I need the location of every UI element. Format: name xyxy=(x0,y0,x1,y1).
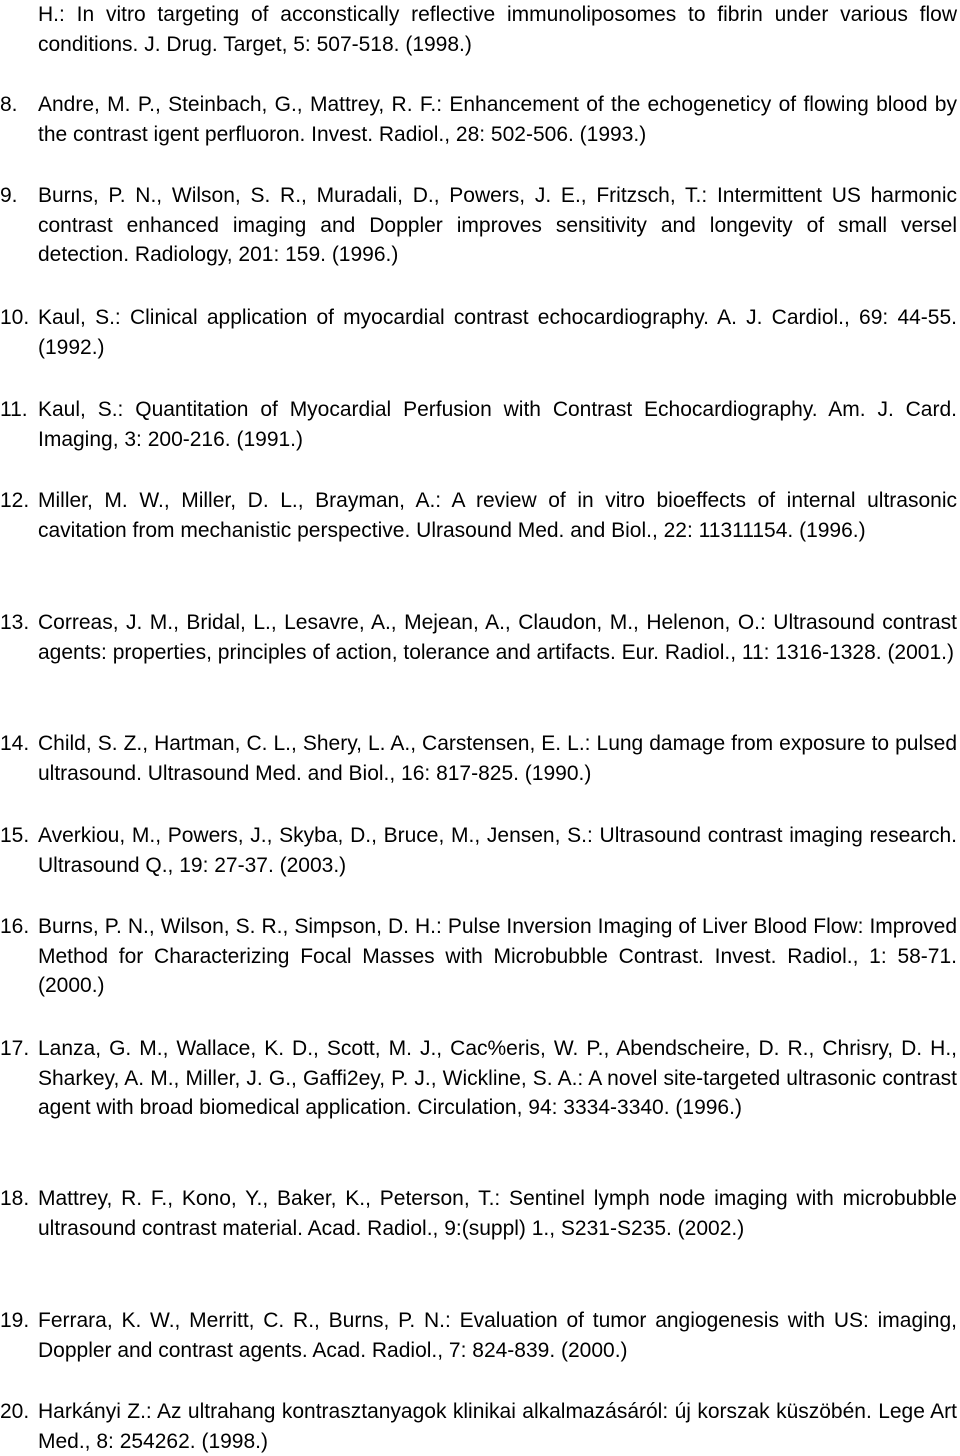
reference-number: 19. xyxy=(0,1309,30,1332)
reference-text: Ferrara, K. W., Merritt, C. R., Burns, P. N.: Evaluation of tumor angiogenesis with US: imaging, Doppler and contrast agents. Acad. Radiol., 7: 824-839. (2000.) xyxy=(38,1309,957,1362)
reference-item xyxy=(0,729,957,788)
reference-number: 14. xyxy=(0,732,30,755)
reference-item xyxy=(0,486,957,545)
reference-text: Burns, P. N., Wilson, S. R., Simpson, D. H.: Pulse Inversion Imaging of Liver Blood Flow: Improved Method for Characterizing Focal Masses with Microbubble Contrast. Invest. Radiol., 1: 58-71. (2000.) xyxy=(38,915,957,998)
reference-item xyxy=(0,181,957,270)
reference-number: 16. xyxy=(0,915,30,938)
reference-text: Correas, J. M., Bridal, L., Lesavre, A., Mejean, A., Claudon, M., Helenon, O.: Ultrasound contrast agents: properties, principles of action, tolerance and artifacts. Eur. Radiol., 11: 1316-1328. (2001.) xyxy=(38,611,957,664)
reference-item xyxy=(0,1397,957,1456)
reference-text: Lanza, G. M., Wallace, K. D., Scott, M. J., Cac%eris, W. P., Abendscheire, D. R., Chrisry, D. H., Sharkey, A. M., Miller, J. G., Gaffi2ey, P. J., Wickline, S. A.: A novel site-targeted ultrasonic contrast agent with broad biomedical application. Circulation, 94: 3334-3340. (1996.) xyxy=(38,1037,957,1120)
reference-text: Kaul, S.: Quantitation of Myocardial Perfusion with Contrast Echocardiography. Am. J. Card. Imaging, 3: 200-216. (1991.) xyxy=(38,398,957,451)
reference-item xyxy=(0,912,957,1001)
reference-number: 8. xyxy=(0,93,18,116)
reference-number: 11. xyxy=(0,398,28,421)
reference-number: 17. xyxy=(0,1037,30,1060)
reference-number: 12. xyxy=(0,489,30,512)
reference-text: Burns, P. N., Wilson, S. R., Muradali, D., Powers, J. E., Fritzsch, T.: Intermittent US harmonic contrast enhanced imaging and Doppler improves sensitivity and longevity of small versel detection. Radiology, 201: 159. (1996.) xyxy=(38,184,957,267)
reference-item xyxy=(38,0,957,59)
reference-text: Mattrey, R. F., Kono, Y., Baker, K., Peterson, T.: Sentinel lymph node imaging with microbubble ultrasound contrast material. Acad. Radiol., 9:(suppl) 1., S231-S235. (2002.) xyxy=(38,1187,957,1240)
reference-text: H.: In vitro targeting of acconstically reflective immunoliposomes to fibrin under various flow conditions. J. Drug. Target, 5: 507-518. (1998.) xyxy=(38,3,957,56)
reference-item xyxy=(0,608,957,667)
reference-number: 13. xyxy=(0,611,30,634)
reference-text: Child, S. Z., Hartman, C. L., Shery, L. A., Carstensen, E. L.: Lung damage from exposure to pulsed ultrasound. Ultrasound Med. and Biol., 16: 817-825. (1990.) xyxy=(38,732,957,785)
reference-number: 9. xyxy=(0,184,18,207)
reference-number: 18. xyxy=(0,1187,30,1210)
reference-item xyxy=(0,1306,957,1365)
reference-number: 15. xyxy=(0,824,30,847)
reference-item xyxy=(0,1034,957,1123)
reference-item xyxy=(0,395,957,454)
reference-text: Kaul, S.: Clinical application of myocardial contrast echocardiography. A. J. Cardiol., 69: 44-55. (1992.) xyxy=(38,306,957,359)
reference-item xyxy=(0,90,957,149)
reference-item xyxy=(0,821,957,880)
reference-number: 20. xyxy=(0,1400,30,1423)
reference-text: Averkiou, M., Powers, J., Skyba, D., Bruce, M., Jensen, S.: Ultrasound contrast imaging research. Ultrasound Q., 19: 27-37. (2003.) xyxy=(38,824,957,877)
reference-text: Miller, M. W., Miller, D. L., Brayman, A.: A review of in vitro bioeffects of internal ultrasonic cavitation from mechanistic perspective. Ulrasound Med. and Biol., 22: 11311154. (1996.) xyxy=(38,489,957,542)
reference-text: Andre, M. P., Steinbach, G., Mattrey, R. F.: Enhancement of the echogeneticy of flowing blood by the contrast igent perfluoron. Invest. Radiol., 28: 502-506. (1993.) xyxy=(38,93,957,146)
reference-item xyxy=(0,303,957,362)
reference-item xyxy=(0,1184,957,1243)
reference-text: Harkányi Z.: Az ultrahang kontrasztanyagok klinikai alkalmazásáról: új korszak küszöbén. Lege Art Med., 8: 254262. (1998.) xyxy=(38,1400,957,1453)
reference-number: 10. xyxy=(0,306,30,329)
